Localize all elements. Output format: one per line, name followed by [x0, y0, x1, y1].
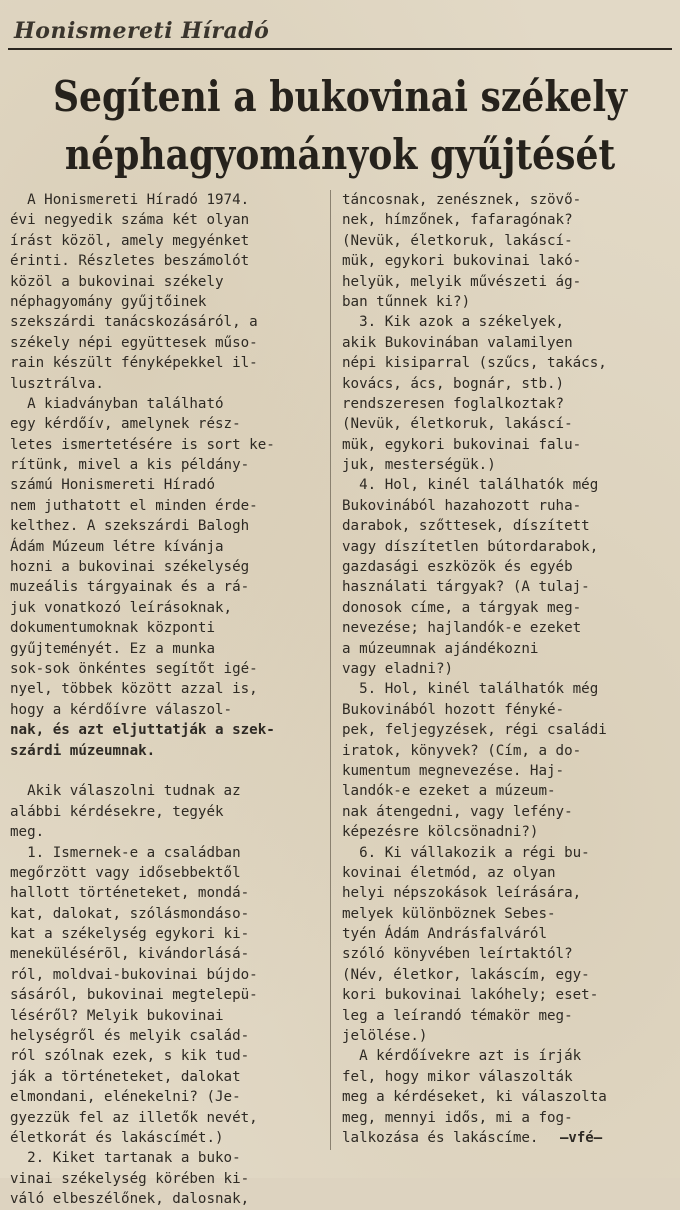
- text-line: kat a székelység egykori ki-: [10, 926, 250, 943]
- text-line: számú Honismereti Híradó: [10, 477, 215, 494]
- text-line: fel, hogy mikor válaszolták: [342, 1068, 573, 1085]
- text-line: székely népi együttesek műso-: [10, 334, 258, 351]
- text-line: Bukovinából hazahozott ruha-: [342, 497, 582, 514]
- text-line: 4. Hol, kinél találhatók még: [342, 477, 599, 494]
- text-line: használati tárgyak? (A tulaj-: [342, 579, 590, 596]
- text-line: lalkozása és lakáscíme.: [342, 1129, 539, 1146]
- text-line: A kérdőívekre azt is írják: [342, 1048, 582, 1065]
- text-line: vagy eladni?): [342, 660, 454, 677]
- text-line: vinai székelység körében ki-: [10, 1170, 250, 1187]
- text-line: tyén Ádám Andrásfalváról: [342, 926, 547, 943]
- text-line: népi kisiparral (szűcs, takács,: [342, 355, 607, 372]
- text-line: ról szólnak ezek, s kik tud-: [10, 1048, 250, 1065]
- text-line: a múzeumnak ajándékozni: [342, 640, 539, 657]
- text-line: ják a történeteket, dalokat: [10, 1068, 241, 1085]
- text-line: kumentum megnevezése. Haj-: [342, 762, 565, 779]
- header-rule: [8, 48, 672, 50]
- text-line: ban tűnnek ki?): [342, 293, 471, 310]
- text-line: 6. Ki vállakozik a régi bu-: [342, 844, 590, 861]
- text-line: érinti. Részletes beszámolót: [10, 253, 250, 270]
- text-line: írást közöl, amely megyénket: [10, 232, 250, 249]
- text-line: juk, mesterségük.): [342, 457, 496, 474]
- text-line: életkorát és lakáscímét.): [10, 1129, 224, 1146]
- right-column: [342, 190, 662, 1148]
- text-line: meg, mennyi idős, mi a fog-: [342, 1109, 573, 1126]
- text-line: donosok címe, a tárgyak meg-: [342, 599, 582, 616]
- headline-line-2: néphagyományok gyűjtését: [64, 130, 616, 179]
- text-line: szóló könyvében leírtaktól?: [342, 946, 573, 963]
- text-line: akik Bukovinában valamilyen: [342, 334, 573, 351]
- text-line: (Név, életkor, lakáscím, egy-: [342, 966, 590, 983]
- text-line: vagy díszítetlen bútordarabok,: [342, 538, 599, 555]
- headline-line-1: Segíteni a bukovinai székely: [52, 72, 628, 121]
- text-line: hogy a kérdőívre válaszol-: [10, 701, 233, 718]
- text-line: alábbi kérdésekre, tegyék: [10, 803, 224, 820]
- text-line: képezésre kölcsönadni?): [342, 824, 539, 841]
- text-line: kelthez. A szekszárdi Balogh: [10, 518, 250, 535]
- text-line: 5. Hol, kinél találhatók még: [342, 681, 599, 698]
- text-line: váló elbeszélőnek, dalosnak,: [10, 1191, 250, 1208]
- text-line: letes ismertetésére is sort ke-: [10, 436, 275, 453]
- text-line: nak, és azt eljuttatják a szek-: [10, 722, 275, 739]
- text-line: leg a leírandó témakör meg-: [342, 1007, 573, 1024]
- text-line: rítünk, mivel a kis példány-: [10, 457, 250, 474]
- text-line: landók-e ezeket a múzeum-: [342, 783, 556, 800]
- text-line: 3. Kik azok a székelyek,: [342, 314, 565, 331]
- text-line: elmondani, elénekelni? (Je-: [10, 1089, 241, 1106]
- left-column: [10, 190, 322, 1210]
- text-line: juk vonatkozó leírásoknak,: [10, 599, 233, 616]
- text-line: kori bukovinai lakóhely; eset-: [342, 987, 599, 1004]
- text-line: dokumentumoknak központi: [10, 620, 215, 637]
- text-line: közöl a bukovinai székely: [10, 273, 224, 290]
- text-line: Akik válaszolni tudnak az: [10, 783, 241, 800]
- text-line: jelölése.): [342, 1028, 428, 1045]
- author-signature: —vfé—: [560, 1130, 603, 1146]
- text-line: muzeális tárgyainak és a rá-: [10, 579, 250, 596]
- text-line: rain készült fényképekkel il-: [10, 355, 258, 372]
- text-line: (Nevük, életkoruk, lakáscí-: [342, 232, 573, 249]
- text-line: 2. Kiket tartanak a buko-: [10, 1150, 241, 1167]
- text-line: nem juthatott el minden érde-: [10, 497, 258, 514]
- text-line: Ádám Múzeum létre kívánja: [10, 538, 224, 555]
- text-line: kat, dalokat, szólásmondáso-: [10, 905, 250, 922]
- text-line: gyűjteményét. Ez a munka: [10, 640, 215, 657]
- text-line: melyek különböznek Sebes-: [342, 905, 556, 922]
- text-line: menekülésérõl, kivándorlásá-: [10, 946, 250, 963]
- text-line: helységről és melyik család-: [10, 1028, 250, 1045]
- text-line: néphagyomány gyűjtőinek: [10, 293, 207, 310]
- text-line: mük, egykori bukovinai falu-: [342, 436, 582, 453]
- text-line: léséről? Melyik bukovinai: [10, 1007, 224, 1024]
- text-line: szekszárdi tanácskozásáról, a: [10, 314, 258, 331]
- text-line: pek, feljegyzések, régi családi: [342, 722, 607, 739]
- text-line: (Nevük, életkoruk, lakáscí-: [342, 416, 573, 433]
- text-line: rendszeresen foglalkoztak?: [342, 395, 565, 412]
- text-line: iratok, könyvek? (Cím, a do-: [342, 742, 582, 759]
- text-line: meg a kérdéseket, ki válaszolta: [342, 1089, 607, 1106]
- text-line: hozni a bukovinai székelység: [10, 559, 250, 576]
- text-line: nak átengedni, vagy lefény-: [342, 803, 573, 820]
- text-line: helyük, melyik művészeti ág-: [342, 273, 582, 290]
- text-line: nyel, többek között azzal is,: [10, 681, 258, 698]
- text-line: kovács, ács, bognár, stb.): [342, 375, 565, 392]
- text-line: egy kérdőív, amelynek rész-: [10, 416, 241, 433]
- text-line: nek, hímzőnek, fafaragónak?: [342, 212, 573, 229]
- text-line: évi negyedik száma két olyan: [10, 212, 250, 229]
- text-line: 1. Ismernek-e a családban: [10, 844, 241, 861]
- text-line: Bukovinából hozott fényké-: [342, 701, 565, 718]
- text-line: A kiadványban található: [10, 395, 224, 412]
- text-line: ról, moldvai-bukovinai bújdo-: [10, 966, 258, 983]
- text-line: gyezzük fel az illetők nevét,: [10, 1109, 258, 1126]
- text-line: gazdasági eszközök és egyéb: [342, 559, 573, 576]
- text-line: sok-sok önkéntes segítőt igé-: [10, 660, 258, 677]
- text-line: mük, egykori bukovinai lakó-: [342, 253, 582, 270]
- text-line: helyi népszokások leírására,: [342, 885, 582, 902]
- section-rubric: Honismereti Híradó: [14, 18, 270, 44]
- text-line: [10, 761, 322, 781]
- text-line: kovinai életmód, az olyan: [342, 864, 556, 881]
- text-line: megőrzött vagy idősebbektől: [10, 864, 241, 881]
- text-line: darabok, szőttesek, díszített: [342, 518, 590, 535]
- text-line: hallott történeteket, mondá-: [10, 885, 250, 902]
- text-line: nevezése; hajlandók-e ezeket: [342, 620, 582, 637]
- text-line: sásáról, bukovinai megtelepü-: [10, 987, 258, 1004]
- text-line: táncosnak, zenésznek, szövő-: [342, 192, 582, 208]
- text-line: lusztrálva.: [10, 375, 104, 392]
- column-divider: [330, 190, 331, 1150]
- text-line: szárdi múzeumnak.: [10, 742, 156, 759]
- text-line: meg.: [10, 824, 45, 841]
- text-line: A Honismereti Híradó 1974.: [10, 192, 250, 208]
